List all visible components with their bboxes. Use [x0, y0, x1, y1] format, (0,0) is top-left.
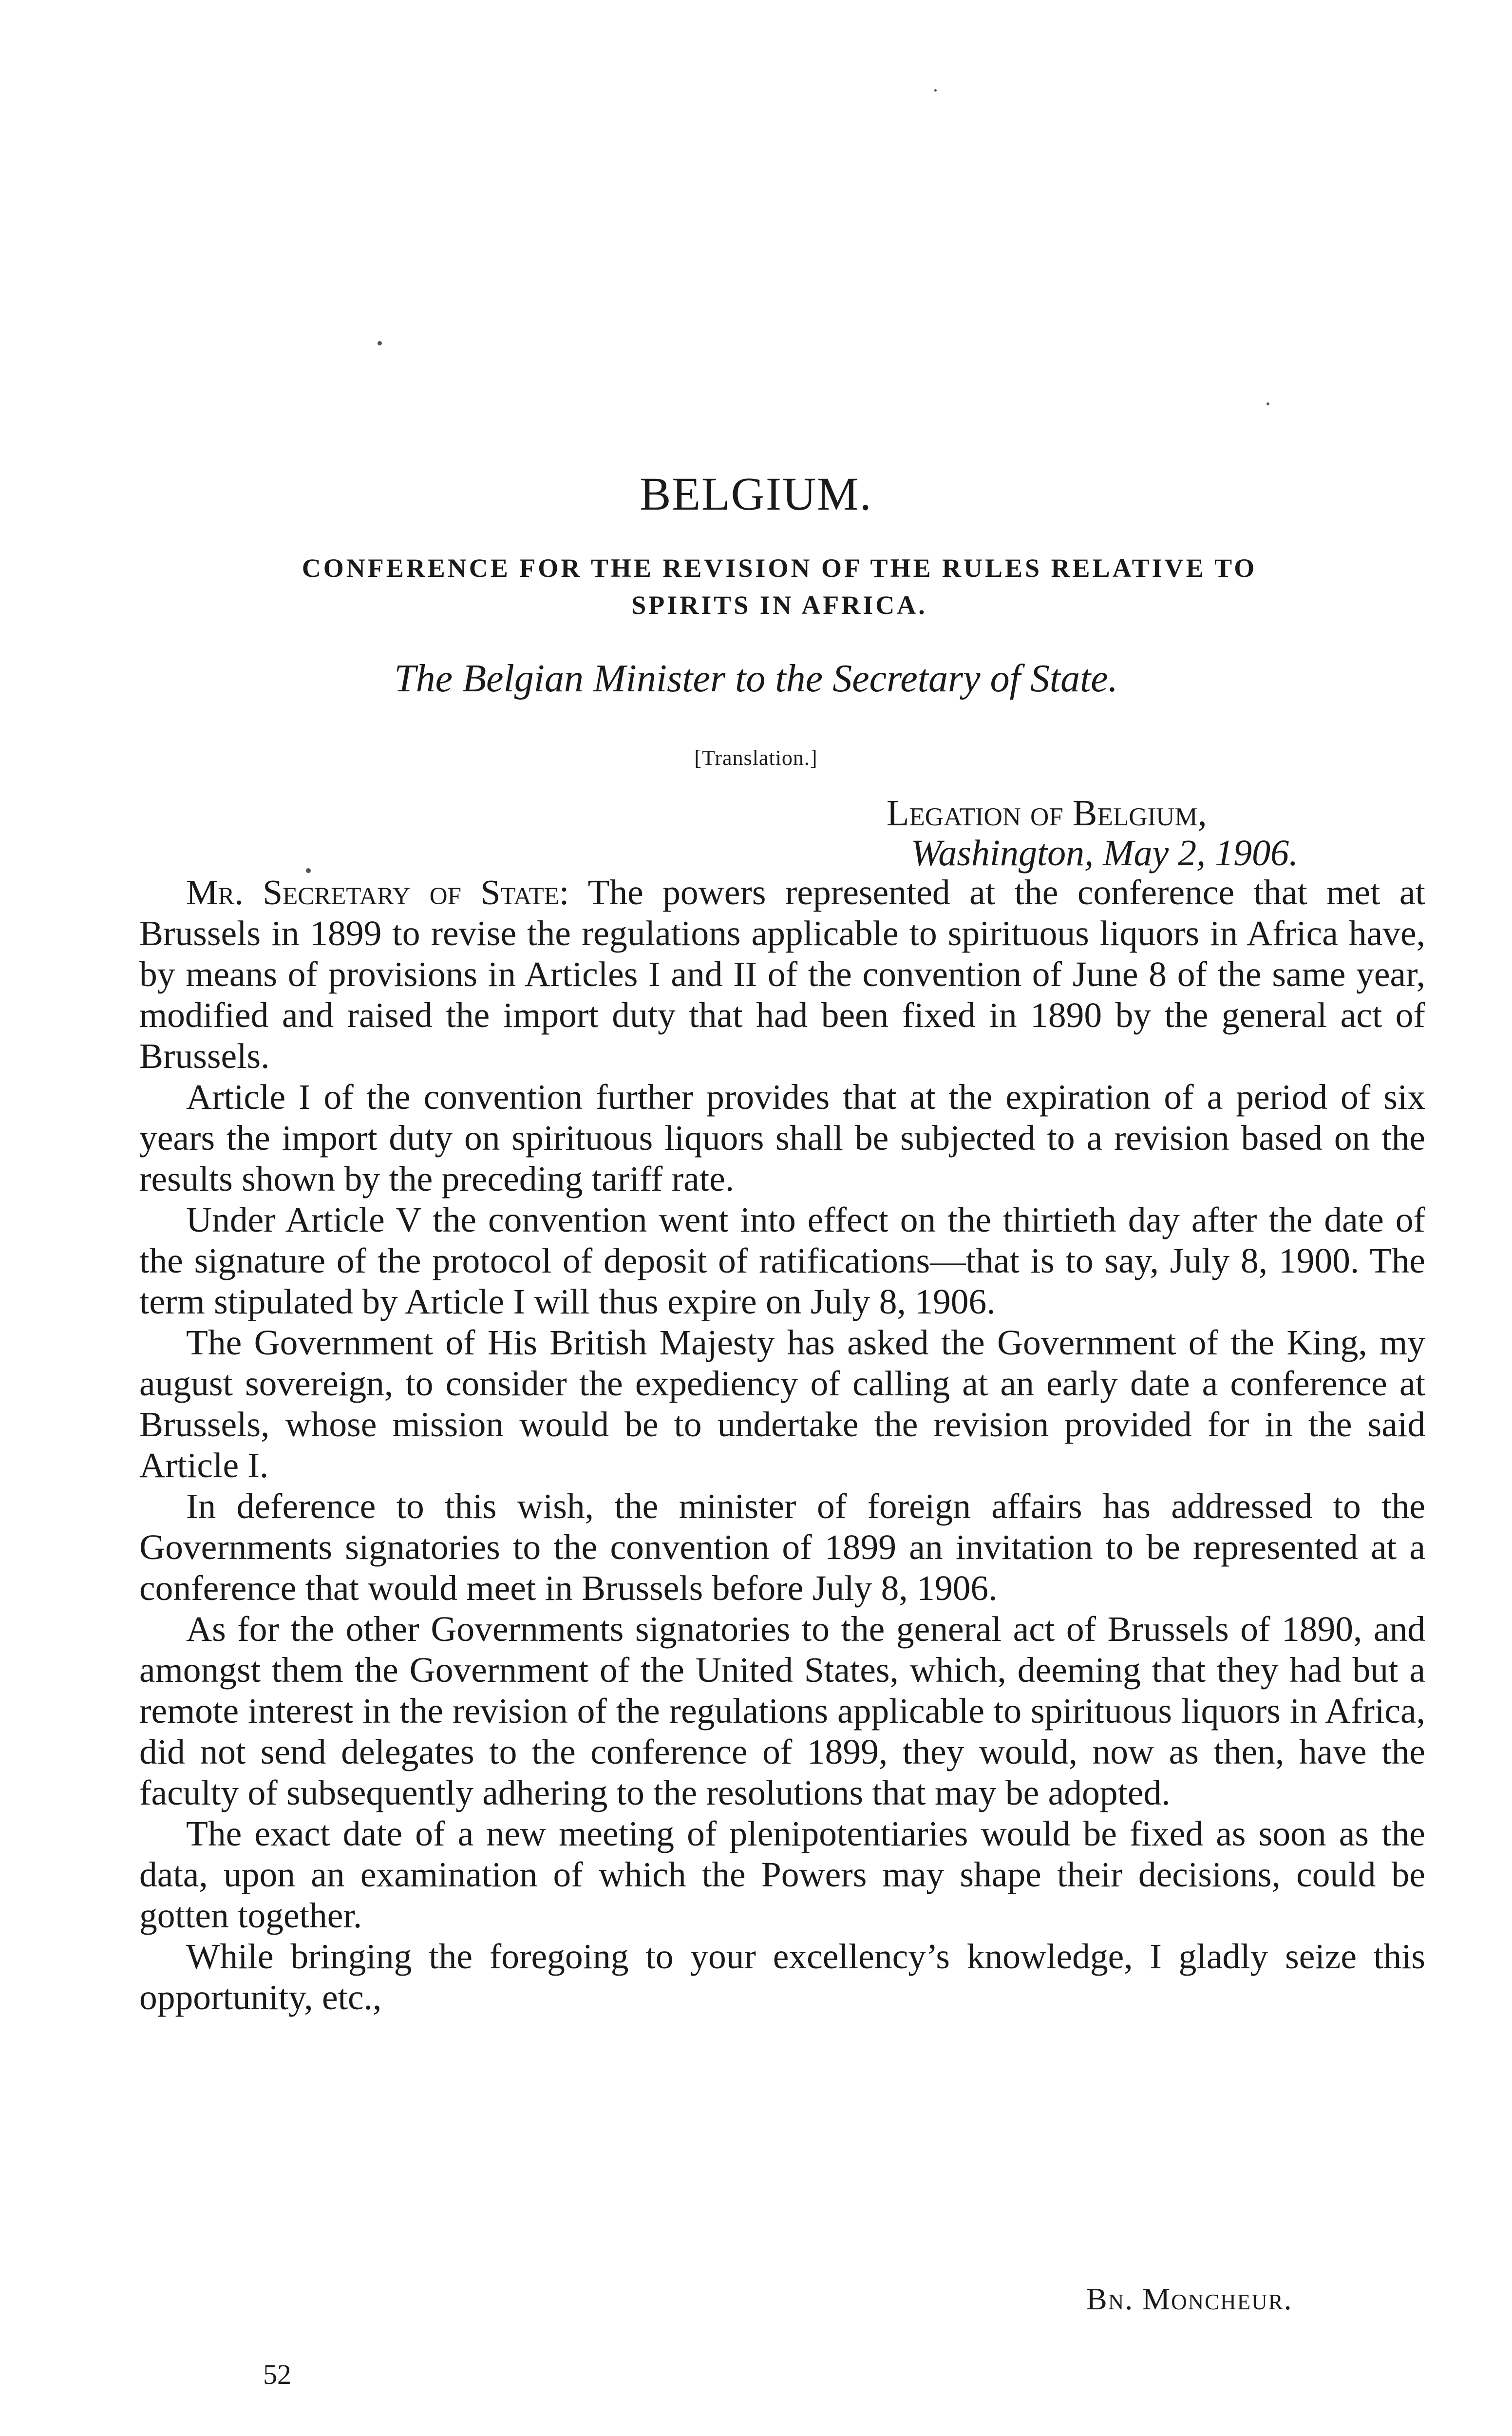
body-paragraph	[139, 872, 1425, 1077]
scan-speck	[1266, 402, 1269, 405]
scan-speck	[378, 341, 382, 345]
scan-speck	[934, 89, 937, 92]
page-number: 52	[263, 2359, 291, 2390]
body-paragraph: While bringing the foregoing to your excellency’s knowledge, I gladly seize this opportunity, etc.,	[139, 1937, 1425, 2017]
translation-note: [Translation.]	[694, 746, 818, 770]
body-paragraph: As for the other Governments signatories to the general act of Brussels of 1890, and amongst them the Government of the United States, which, deeming that they had but a remote interest in the revision of the regulations applicable to spirituous liquors in Africa, did not send delegates to the conference of 1899, they would, now as then, have the faculty of subsequently adhering to the resolutions that may be adopted.	[139, 1609, 1425, 1812]
letter-signature: Bn. Moncheur.	[1086, 2282, 1293, 2316]
letter-body	[139, 872, 1425, 2018]
legation-header: Legation of Belgium,	[887, 793, 1207, 834]
body-paragraph: Article I of the convention further provides that at the expiration of a period of six years the import duty on spirituous liquors shall be subjected to a revision based on the results shown by the preceding tariff rate.	[139, 1077, 1425, 1199]
letter-addressee: The Belgian Minister to the Secretary of State.	[394, 657, 1118, 700]
body-paragraph: In deference to this wish, the minister of foreign affairs has addressed to the Governments signatories to the convention of 1899 an invitation to be represented at a conference that would meet in Brussels before July 8, 1906.	[139, 1486, 1425, 1608]
paragraph-text: : The powers represented at the conference that met at Brussels in 1899 to revise the regulations applicable to spirituous liquors in Africa have, by means of provisions in Articles I and II of the convention of June 8 of the same year, modified and raised the import duty that had been fixed in 1890 by the general act of Brussels.	[139, 873, 1425, 1076]
letter-dateline: Washington, May 2, 1906.	[911, 833, 1299, 874]
subtitle-line: CONFERENCE FOR THE REVISION OF THE RULES RELATIVE TO	[302, 553, 1257, 583]
body-paragraph: The exact date of a new meeting of plenipotentiaries would be fixed as soon as the data, upon an examination of which the Powers may shape their decisions, could be gotten together.	[139, 1814, 1425, 1935]
body-paragraph: Under Article V the convention went into effect on the thirtieth day after the date of the signature of the protocol of deposit of ratifications—that is to say, July 8, 1900. The term stipulated by Article I will thus expire on July 8, 1906.	[139, 1200, 1425, 1321]
body-paragraph: The Government of His British Majesty has asked the Government of the King, my august sovereign, to consider the expediency of calling at an early date a conference at Brussels, whose mission would be to undertake the revision provided for in the said Article I.	[139, 1323, 1425, 1485]
subtitle-line: SPIRITS IN AFRICA.	[631, 590, 927, 620]
document-title: BELGIUM.	[640, 468, 872, 520]
document-subtitle	[136, 550, 1422, 624]
salutation: Mr. Secretary of State	[186, 873, 559, 912]
